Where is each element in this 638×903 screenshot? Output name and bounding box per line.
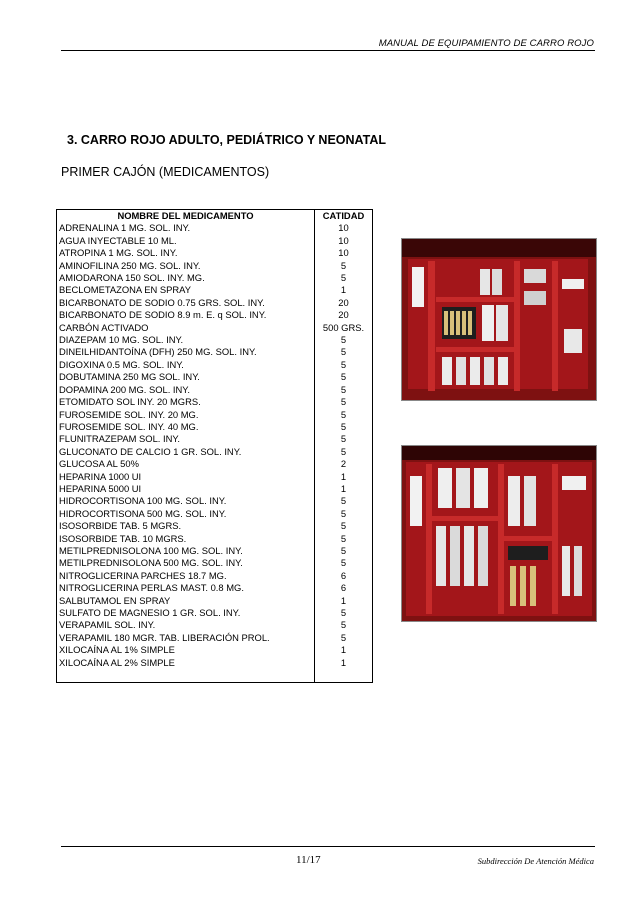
table-row <box>57 409 373 421</box>
table-header-row <box>57 210 373 223</box>
medication-quantity: 5 <box>315 495 373 507</box>
table-row <box>57 570 373 582</box>
table-row <box>57 446 373 458</box>
table-row <box>57 582 373 594</box>
medication-quantity: 1 <box>315 644 373 656</box>
section-title: 3. CARRO ROJO ADULTO, PEDIÁTRICO Y NEONATAL <box>67 133 387 147</box>
subsection-title: PRIMER CAJÓN (MEDICAMENTOS) <box>61 165 270 179</box>
medication-quantity: 5 <box>315 508 373 520</box>
medication-name: FUROSEMIDE SOL. INY. 40 MG. <box>57 421 315 433</box>
medication-quantity: 5 <box>315 619 373 631</box>
table-row <box>57 619 373 631</box>
medication-name: VERAPAMIL 180 MGR. TAB. LIBERACIÓN PROL. <box>57 632 315 644</box>
medication-name: SALBUTAMOL EN SPRAY <box>57 595 315 607</box>
medication-quantity: 5 <box>315 346 373 358</box>
footer-department: Subdirección De Atención Médica <box>477 856 594 866</box>
medication-name: GLUCOSA AL 50% <box>57 458 315 470</box>
medication-quantity: 5 <box>315 421 373 433</box>
medication-quantity: 1 <box>315 595 373 607</box>
table-row <box>57 520 373 532</box>
medication-name: CARBÓN ACTIVADO <box>57 322 315 334</box>
medication-quantity: 5 <box>315 533 373 545</box>
drawer-photo-bottom-image <box>402 446 596 621</box>
table-row <box>57 359 373 371</box>
table-row <box>57 607 373 619</box>
medication-name: SULFATO DE MAGNESIO 1 GR. SOL. INY. <box>57 607 315 619</box>
medication-quantity: 5 <box>315 607 373 619</box>
medication-quantity: 1 <box>315 471 373 483</box>
table-row <box>57 471 373 483</box>
medication-name: AMIODARONA 150 SOL. INY. MG. <box>57 272 315 284</box>
table-row <box>57 508 373 520</box>
medication-quantity: 5 <box>315 632 373 644</box>
table-row <box>57 458 373 470</box>
column-header-quantity: CATIDAD <box>315 210 373 223</box>
medication-quantity: 5 <box>315 384 373 396</box>
medication-quantity: 10 <box>315 222 373 234</box>
medication-name: ETOMIDATO SOL INY. 20 MGRS. <box>57 396 315 408</box>
table-row <box>57 334 373 346</box>
footer-divider <box>61 846 595 847</box>
medication-name: ISOSORBIDE TAB. 10 MGRS. <box>57 533 315 545</box>
table-row <box>57 284 373 296</box>
table-row <box>57 421 373 433</box>
medication-name: DIGOXINA 0.5 MG. SOL. INY. <box>57 359 315 371</box>
medication-name: VERAPAMIL SOL. INY. <box>57 619 315 631</box>
medication-quantity: 5 <box>315 557 373 569</box>
table-row <box>57 557 373 569</box>
header-divider <box>61 50 595 51</box>
medication-quantity: 5 <box>315 396 373 408</box>
table-row <box>57 222 373 234</box>
medication-name: XILOCAÍNA AL 1% SIMPLE <box>57 644 315 656</box>
medication-quantity: 1 <box>315 657 373 669</box>
medication-name: HIDROCORTISONA 100 MG. SOL. INY. <box>57 495 315 507</box>
table-row <box>57 260 373 272</box>
medication-quantity: 20 <box>315 309 373 321</box>
medication-name: DOPAMINA 200 MG. SOL. INY. <box>57 384 315 396</box>
table-row <box>57 657 373 669</box>
medication-name: BICARBONATO DE SODIO 0.75 GRS. SOL. INY. <box>57 297 315 309</box>
table-body <box>57 222 373 682</box>
medication-quantity: 5 <box>315 520 373 532</box>
medication-name: FUROSEMIDE SOL. INY. 20 MG. <box>57 409 315 421</box>
table-row <box>57 396 373 408</box>
medication-name: HEPARINA 5000 UI <box>57 483 315 495</box>
medication-quantity: 6 <box>315 582 373 594</box>
medication-quantity: 1 <box>315 483 373 495</box>
medication-name: AGUA INYECTABLE 10 ML. <box>57 235 315 247</box>
medication-quantity: 1 <box>315 284 373 296</box>
medication-name: DINEILHIDANTOÍNA (DFH) 250 MG. SOL. INY. <box>57 346 315 358</box>
table-row <box>57 247 373 259</box>
medication-quantity: 5 <box>315 545 373 557</box>
column-header-name: NOMBRE DEL MEDICAMENTO <box>57 210 315 223</box>
table-row <box>57 235 373 247</box>
medication-name: ISOSORBIDE TAB. 5 MGRS. <box>57 520 315 532</box>
table-bottom-spacer <box>57 669 373 683</box>
table-row <box>57 297 373 309</box>
table-row <box>57 272 373 284</box>
page-number: 11/17 <box>296 854 321 866</box>
medication-name: FLUNITRAZEPAM SOL. INY. <box>57 433 315 445</box>
medication-name: METILPREDNISOLONA 100 MG. SOL. INY. <box>57 545 315 557</box>
drawer-photo-top-image <box>402 239 596 400</box>
table-row <box>57 371 373 383</box>
medication-quantity: 5 <box>315 433 373 445</box>
medication-quantity: 5 <box>315 260 373 272</box>
medication-name: NITROGLICERINA PERLAS MAST. 0.8 MG. <box>57 582 315 594</box>
medication-name: NITROGLICERINA PARCHES 18.7 MG. <box>57 570 315 582</box>
table-row <box>57 644 373 656</box>
medication-quantity: 5 <box>315 371 373 383</box>
medication-name: HIDROCORTISONA 500 MG. SOL. INY. <box>57 508 315 520</box>
table-row <box>57 346 373 358</box>
medication-quantity: 20 <box>315 297 373 309</box>
table-row <box>57 322 373 334</box>
medication-quantity: 10 <box>315 247 373 259</box>
medication-quantity: 5 <box>315 359 373 371</box>
medication-quantity: 500 GRS. <box>315 322 373 334</box>
table-row <box>57 533 373 545</box>
medication-name: GLUCONATO DE CALCIO 1 GR. SOL. INY. <box>57 446 315 458</box>
table-row <box>57 545 373 557</box>
table-row <box>57 495 373 507</box>
medication-table <box>56 209 373 683</box>
medication-quantity: 5 <box>315 409 373 421</box>
medication-quantity: 5 <box>315 446 373 458</box>
table-row <box>57 632 373 644</box>
medication-name: HEPARINA 1000 UI <box>57 471 315 483</box>
medication-name: DOBUTAMINA 250 MG SOL. INY. <box>57 371 315 383</box>
table-row <box>57 595 373 607</box>
table-row <box>57 384 373 396</box>
medication-quantity: 5 <box>315 272 373 284</box>
medication-name: BICARBONATO DE SODIO 8.9 m. E. q SOL. INY. <box>57 309 315 321</box>
table-row <box>57 309 373 321</box>
medication-quantity: 6 <box>315 570 373 582</box>
medication-name: BECLOMETAZONA EN SPRAY <box>57 284 315 296</box>
medication-name: XILOCAÍNA AL 2% SIMPLE <box>57 657 315 669</box>
medication-name: DIAZEPAM 10 MG. SOL. INY. <box>57 334 315 346</box>
medication-quantity: 5 <box>315 334 373 346</box>
table-row <box>57 483 373 495</box>
medication-name: METILPREDNISOLONA 500 MG. SOL. INY. <box>57 557 315 569</box>
medication-quantity: 2 <box>315 458 373 470</box>
drawer-photo-top <box>401 238 597 401</box>
medication-name: ADRENALINA 1 MG. SOL. INY. <box>57 222 315 234</box>
table-row <box>57 433 373 445</box>
medication-quantity: 10 <box>315 235 373 247</box>
document-header-title: MANUAL DE EQUIPAMIENTO DE CARRO ROJO <box>378 38 594 49</box>
drawer-photo-bottom <box>401 445 597 622</box>
medication-name: ATROPINA 1 MG. SOL. INY. <box>57 247 315 259</box>
medication-name: AMINOFILINA 250 MG. SOL. INY. <box>57 260 315 272</box>
